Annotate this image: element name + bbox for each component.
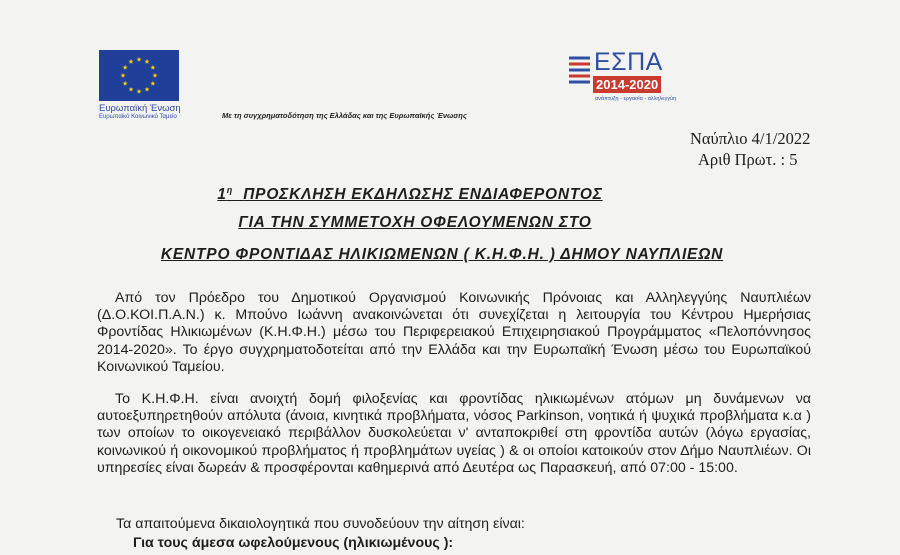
espa-emblem-icon — [566, 52, 596, 88]
title-line-3: ΚΕΝΤΡΟ ΦΡΟΝΤΙΔΑΣ ΗΛΙΚΙΩΜΕΝΩΝ ( Κ.Η.Φ.Η. ) ΔΗΜΟΥ ΝΑΥΠΛΙΕΩΝ — [160, 246, 724, 263]
eu-star-icon — [145, 87, 150, 92]
eu-star-icon — [121, 73, 126, 78]
eu-star-icon — [129, 59, 134, 64]
eu-logo — [99, 50, 179, 120]
paragraph-1: Από τον Πρόεδρο του Δημοτικού Οργανισμού Κοινωνικής Πρόνοιας και Αλληλεγγύης Ναυπλιέων (Δ.Ο.ΚΟΙ.Π.Α.Ν.) κ. Μπούνο Ιωάννη ανακοινώνεται ότι συνεχίζεται η λειτουργία του Κέντρου Ημερήσιας Φροντίδας Ηλικιωμένων (Κ.Η.Φ.Η.) μέσω του Περιφερειακού Επιχειρησιακού Προγράμματος «Πελοπόννησος 2014-2020». Το έργο συγχρηματοδοτείται από την Ελλάδα και την Ευρωπαϊκή Ένωση μέσω του Ευρωπαϊκού Κοινωνικού Ταμείου. — [97, 290, 811, 375]
cofunding-text: Με τη συγχρηματοδότηση της Ελλάδας και της Ευρωπαϊκής Ένωσης — [222, 111, 467, 120]
eu-star-icon — [123, 65, 128, 70]
espa-tagline: ανάπτυξη - εργασία - αλληλεγγύη — [595, 96, 677, 102]
title-line-1-text: ΠΡΟΣΚΛΗΣΗ ΕΚΔΗΛΩΣΗΣ ΕΝΔΙΑΦΕΡΟΝΤΟΣ — [243, 186, 603, 204]
protocol-number: Αριθ Πρωτ. : 5 — [698, 150, 798, 169]
eu-star-icon — [137, 89, 142, 94]
espa-logo — [566, 46, 677, 108]
eu-star-icon — [137, 57, 142, 62]
requirements-intro: Τα απαιτούμενα δικαιολογητικά που συνοδεύουν την αίτηση είναι: — [116, 516, 525, 532]
title-line-1 — [0, 185, 860, 204]
eu-star-icon — [150, 81, 155, 86]
espa-years: 2014-2020 — [593, 76, 661, 93]
paragraph-2: Το Κ.Η.Φ.Η. είναι ανοιχτή δομή φιλοξενίας και φροντίδας ηλικιωμένων ατόμων μη δυνάμενων να αυτοεξυπηρετηθούν απόλυτα (άνοια, κινητικά προβλήματα, νόσος Parkinson, νοητικά ή ψυχικά προβλήματα κ.α ) των οποίων το οικογενειακό περιβάλλον δυσκολεύεται ν' ανταποκριθεί στη φροντίδα αυτών (λόγω εργασίας, κοινωνικού ή οικονομικού προβλήματος ή προβλημάτων υγείας ) & οι οποίοι κατοικούν στον Δήμο Ναυπλιέων. Οι υπηρεσίες είναι δωρεάν & προσφέρονται καθημερινά από Δευτέρα ως Παρασκευή, από 07:00 - 15:00. — [97, 391, 811, 476]
espa-word: ΕΣΠΑ — [594, 48, 663, 76]
eu-star-icon — [153, 73, 158, 78]
eu-star-icon — [150, 65, 155, 70]
eu-star-icon — [145, 59, 150, 64]
direct-beneficiaries-heading: Για τους άμεσα ωφελούμενους (ηλικιωμένους ): — [133, 535, 454, 551]
eu-name: Ευρωπαϊκή Ένωση — [99, 103, 181, 114]
place-date: Ναύπλιο 4/1/2022 — [690, 129, 811, 148]
title-ordinal-suffix: η — [226, 185, 234, 195]
eu-star-icon — [129, 87, 134, 92]
title-line-2: ΓΙΑ ΤΗΝ ΣΥΜΜΕΤΟΧΗ ΟΦΕΛΟΥΜΕΝΩΝ ΣΤΟ — [238, 214, 592, 231]
title-ordinal: 1 — [217, 186, 227, 204]
eu-fund-name: Ευρωπαϊκό Κοινωνικό Ταμείο — [99, 114, 177, 120]
eu-flag-icon — [99, 50, 179, 101]
eu-star-icon — [123, 81, 128, 86]
